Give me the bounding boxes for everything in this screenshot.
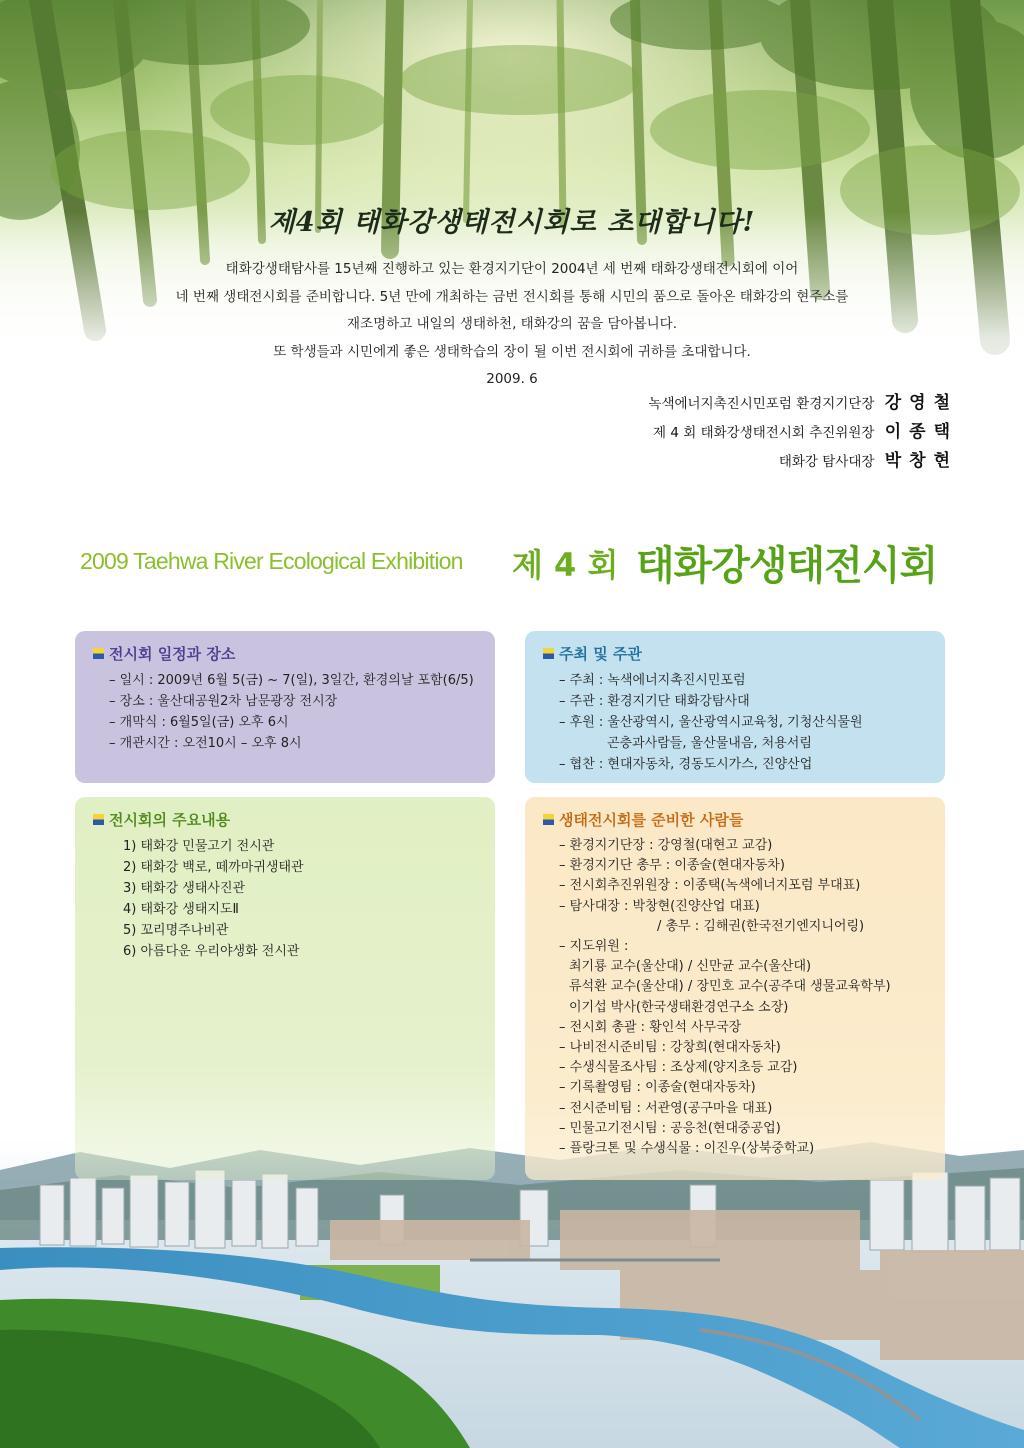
list-item: 곤충과사람들, 울산물내음, 처용서림 (607, 736, 812, 751)
invitation-title: 제4회 태화강생태전시회로 초대합니다! (268, 207, 756, 238)
list-item: – 개막식 : 6월5일(금) 오후 6시 (109, 715, 289, 730)
invitation-date: 2009. 6 (486, 371, 538, 387)
list-item: 최기룡 교수(울산대) / 신만균 교수(울산대) (569, 959, 812, 975)
contents-heading (93, 809, 477, 830)
headline-edition: 제 4 회 (512, 546, 619, 584)
hosts-heading (543, 643, 927, 664)
square-bullet-icon (93, 814, 104, 825)
contents-list (93, 836, 477, 962)
list-item: – 환경지기단 총무 : 이종술(현대자동차) (559, 858, 785, 874)
signers-block (648, 389, 958, 476)
schedule-heading-text: 전시회 일정과 장소 (109, 645, 236, 663)
list-item: – 장소 : 울산대공원2차 남문광장 전시장 (109, 694, 338, 709)
signer-row (648, 418, 958, 447)
hosts-box (525, 631, 945, 783)
list-item: – 전시회추진위원장 : 이종택(녹색에너지포럼 부대표) (559, 878, 861, 894)
list-item: 류석환 교수(울산대) / 장민호 교수(공주대 생물교육학부) (569, 979, 891, 995)
invitation-line: 네 번째 생태전시회를 준비합니다. 5년 만에 개최하는 금번 전시회를 통해 시민의 품으로 돌아온 태화강의 현주소를 (175, 288, 849, 305)
schedule-box (75, 631, 495, 783)
signer-name: 박창현 (884, 451, 958, 471)
list-item: – 나비전시준비팀 : 강창희(현대자동차) (559, 1040, 781, 1056)
signer-row (648, 447, 958, 476)
list-item: – 주최 : 녹색에너지촉진시민포럼 (559, 673, 746, 688)
square-bullet-icon (93, 648, 104, 659)
list-item: – 후원 : 울산광역시, 울산광역시교육청, 기청산식물원 (559, 715, 863, 730)
invitation-body (0, 256, 1024, 394)
list-item: – 지도위원 : (559, 939, 629, 955)
hosts-heading-text: 주최 및 주관 (559, 645, 642, 663)
signer-role: 녹색에너지촉진시민포럼 환경지기단장 (648, 396, 875, 412)
list-item: – 환경지기단장 : 강영철(대현고 교감) (559, 838, 773, 853)
people-box (525, 797, 945, 1180)
signer-row (648, 389, 958, 418)
signer-role: 태화강 탐사대장 (778, 454, 875, 470)
invitation-line: 또 학생들과 시민에게 좋은 생태학습의 장이 될 이번 전시회에 귀하를 초대합니다. (273, 343, 751, 360)
list-item: – 플랑크톤 및 수생식물 : 이진우(상북중학교) (559, 1141, 815, 1157)
list-item: – 일시 : 2009년 6월 5(금) ~ 7(일), 3일간, 환경의날 포함(6/5) (109, 673, 474, 688)
list-item: – 탐사대장 : 박창현(진양산업 대표) (559, 898, 760, 914)
list-item: – 주관 : 환경지기단 태화강탐사대 (559, 694, 750, 709)
schedule-list (93, 670, 477, 754)
list-item: – 기록촬영팀 : 이종술(현대자동차) (559, 1080, 756, 1096)
list-item: – 협찬 : 현대자동차, 경동도시가스, 진양산업 (559, 757, 813, 772)
list-item: – 전시회 총괄 : 황인석 사무국장 (559, 1019, 742, 1035)
square-bullet-icon (543, 648, 554, 659)
headline-korean: 태화강생태전시회 (636, 543, 938, 589)
list-item: 4) 태화강 생태지도Ⅱ (123, 902, 239, 917)
signer-name: 이종택 (884, 422, 958, 442)
signer-name: 강영철 (884, 393, 958, 413)
contents-box (75, 797, 495, 1180)
list-item: – 수생식물조사팀 : 조상제(양지초등 교감) (559, 1060, 798, 1076)
exhibition-headline (80, 528, 950, 592)
list-item: – 민물고기전시팀 : 공응천(현대중공업) (559, 1120, 781, 1136)
people-heading-text: 생태전시회를 준비한 사람들 (559, 811, 744, 829)
schedule-heading (93, 643, 477, 664)
list-item: 5) 꼬리명주나비관 (123, 923, 229, 938)
list-item: 1) 태화강 민물고기 전시관 (123, 839, 275, 854)
hosts-list (543, 670, 927, 775)
headline-english: 2009 Taehwa River Ecological Exhibition (80, 548, 463, 574)
list-item: – 전시준비팀 : 서관영(공구마을 대표) (559, 1100, 773, 1116)
list-item: 6) 아름다운 우리야생화 전시관 (123, 944, 300, 959)
invitation-line: 재조명하고 내일의 생태하천, 태화강의 꿈을 담아봅니다. (347, 316, 677, 332)
invitation-line: 태화강생태탐사를 15년째 진행하고 있는 환경지기단이 2004년 세 번째 태화강생태전시회에 이어 (225, 261, 799, 277)
people-list (543, 836, 927, 1159)
list-item: 3) 태화강 생태사진관 (123, 881, 246, 896)
list-item: 2) 태화강 백로, 떼까마귀생태관 (123, 860, 304, 875)
contents-heading-text: 전시회의 주요내용 (109, 811, 231, 829)
list-item: – 개관시간 : 오전10시 – 오후 8시 (109, 736, 302, 751)
list-item: / 총무 : 김해권(한국전기엔지니어링) (657, 918, 865, 934)
signer-role: 제 4 회 태화강생태전시회 추진위원장 (653, 425, 875, 441)
list-item: 이기섭 박사(한국생태환경연구소 소장) (569, 999, 789, 1015)
people-heading (543, 809, 927, 830)
square-bullet-icon (543, 814, 554, 825)
